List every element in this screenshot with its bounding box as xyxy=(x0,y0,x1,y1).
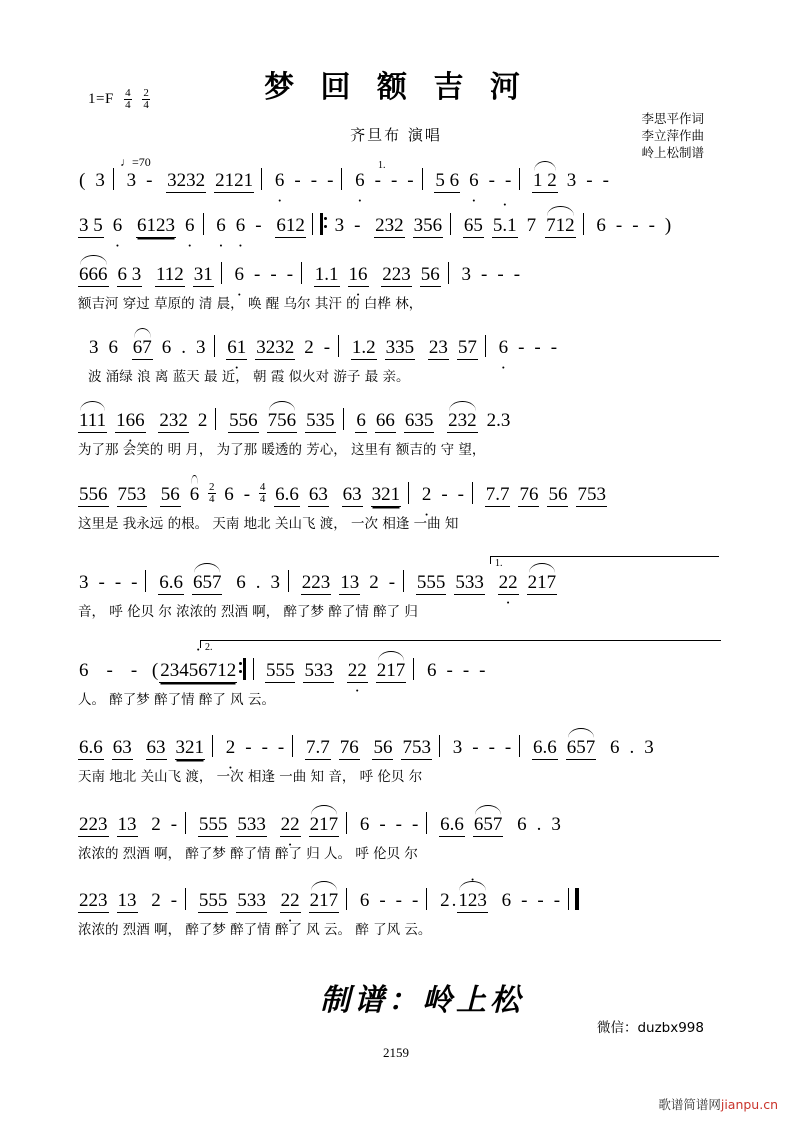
volta-1-number: 1. xyxy=(495,558,503,569)
lyrics-line: 额吉河 穿过 草原的 清 晨， 唤 醒 乌尔 其汗 的 白桦 林， xyxy=(78,296,423,312)
system-9: 6.6 63 63 321 · 2 - - - 7.7 76 56 753 3 - - - 6.6 657 6 . 3 天南 地北 关山飞 渡， 一次 相逢 一曲 知 音， 呼 伦贝 尔 xyxy=(78,735,718,785)
lyrics-line: 浓浓的 烈酒 啊， 醉了梦 醉了情 醉了 风 云。 醉 了风 云。 xyxy=(78,922,432,938)
time-signature-1: $\frac{4}{4}$ xyxy=(125,87,132,111)
paren-open: ( xyxy=(151,660,159,681)
system-10: 223 13 2 - 555 533 · 22 217 6 - - - 6.6 657 6 . 3 浓浓的 烈酒 啊， 醉了梦 醉了情 醉了 归 人。 呼 伦贝 尔 xyxy=(78,812,718,862)
time-signature-2: $\frac{2}{4}$ xyxy=(143,87,150,111)
time-signature-inline-4-4: $\frac{4}{4}$ xyxy=(259,481,266,505)
key-label: 1=F xyxy=(88,90,114,107)
watermark-text: 歌谱简谱网 xyxy=(658,1097,721,1112)
volta-1-label: 1. xyxy=(378,160,386,171)
tempo-marking: ♩=70 xyxy=(120,155,151,169)
system-4: 3 6 67 6 . 3 · 61 3232 2 - 1.2 335 23 57 · 6 - - - 波 涌绿 浪 离 蓝天 最 近， 朝 霞 似火对 游子 最 亲。 xyxy=(88,335,728,385)
volta-1-bracket xyxy=(490,556,719,564)
lyrics-line: 人。 醉了梦 醉了情 醉了 风 云。 xyxy=(78,692,275,708)
lyrics-line: 天南 地北 关山飞 渡， 一次 相逢 一曲 知 音， 呼 伦贝 尔 xyxy=(78,769,423,785)
wechat-contact: 微信：duzbx998 xyxy=(596,1020,704,1036)
system-2: 3 5 · 6 6123 · 6 · 6 · 6 - 612 3 - 232 356 65 5.1 · 7 712 6 - - - ) xyxy=(78,213,718,243)
credit-arranger: 岭上松制谱 xyxy=(641,145,704,160)
site-watermark xyxy=(658,1095,778,1113)
note: 3 xyxy=(95,170,105,191)
paren-open: ( xyxy=(79,170,86,191)
credit-composer: 李立萍作曲 xyxy=(641,128,704,143)
system-5: 111 · 166 232 2 556 756 535 6 66 635 232 2.3 为了那 会笑的 明 月， 为了那 暖透的 芳心， 这里有 额吉的 守 望， xyxy=(78,408,718,458)
arranger-signature: 制谱：岭上松 xyxy=(320,983,524,1018)
page-title: 梦 回 额 吉 河 xyxy=(264,70,528,105)
page-number: 2159 xyxy=(383,1045,409,1060)
system-3: 666 6 3 112 31 · 6 - - - 1.1 · 16 223 56 3 - - - 额吉河 穿过 草原的 清 晨， 唤 醒 乌尔 其汗 的 白桦 林， xyxy=(78,262,718,312)
system-7: 3 - - - 6.6 657 6 . 3 223 13 2 - 555 533 · 22 217 音， 呼 伦贝 尔 浓浓的 烈酒 啊， 醉了梦 醉了情 醉了 归 xyxy=(78,570,718,620)
time-signature-inline-2-4: $\frac{2}{4}$ xyxy=(209,481,215,505)
volta-2-bracket xyxy=(200,640,721,648)
system-11: 223 13 2 - 555 533 · 22 217 6 - - - 2 . 123 · 6 - - - 浓浓的 烈酒 啊， 醉了梦 醉了情 醉了 风 云。 醉 了风 云。 xyxy=(78,888,718,938)
system-6: 556 753 56 6 $\frac{2}{4}$ 6 - $\frac{4}{4}$ 6.6 63 63 321 · 2 - - 7.7 76 56 753 这里是 我永远 的根。 天南 地北 关山飞 渡， 一次 相逢 一曲 知 xyxy=(78,482,718,532)
credit-lyricist: 李思平作词 xyxy=(641,111,704,126)
watermark-url: jianpu.cn xyxy=(720,1097,778,1112)
lyrics-line: 这里是 我永远 的根。 天南 地北 关山飞 渡， 一次 相逢 一曲 知 xyxy=(78,516,459,532)
lyrics-line: 音， 呼 伦贝 尔 浓浓的 烈酒 啊， 醉了梦 醉了情 醉了 归 xyxy=(78,604,418,620)
paren-close: ) xyxy=(664,215,672,236)
volta-2-number: 2. xyxy=(205,642,213,653)
lyrics-line: 为了那 会笑的 明 月， 为了那 暖透的 芳心， 这里有 额吉的 守 望， xyxy=(78,442,486,458)
lyrics-line: 波 涌绿 浪 离 蓝天 最 近， 朝 霞 似火对 游子 最 亲。 xyxy=(88,369,410,385)
singer-line: 齐旦布 演唱 xyxy=(350,126,442,144)
credits xyxy=(641,110,704,161)
lyrics-line: 浓浓的 烈酒 啊， 醉了梦 醉了情 醉了 归 人。 呼 伦贝 尔 xyxy=(78,846,418,862)
system-1: ( 3 3 - 3232 2121 1. · 6 - - - · 6 - - - 5 6 · 6 - - 1 2 3 - - xyxy=(78,168,718,198)
quarter-note-icon: ♩ xyxy=(120,155,132,169)
system-8: 6 - - ( 23456712 · 555 533 · 22 217 6 - - - 人。 醉了梦 醉了情 醉了 风 云。 xyxy=(78,658,718,708)
